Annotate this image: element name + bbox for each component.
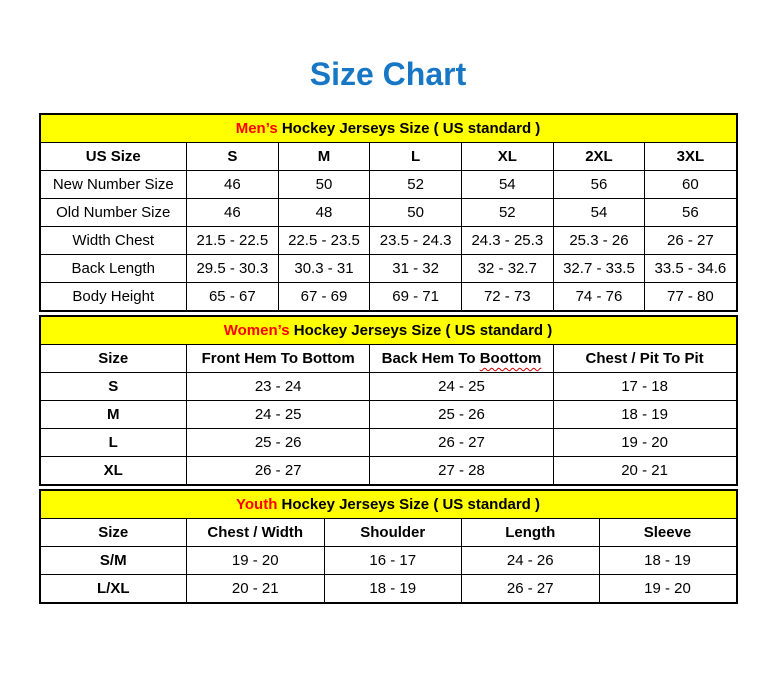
size-value-cell: 33.5 - 34.6	[645, 255, 737, 283]
mens-section-banner	[40, 114, 737, 143]
column-header: Size	[40, 345, 187, 373]
womens-banner-row	[40, 316, 737, 345]
column-header: Length	[462, 519, 600, 547]
size-value-cell: 50	[278, 171, 370, 199]
size-value-cell: 24 - 26	[462, 547, 600, 575]
column-header: Sleeve	[599, 519, 737, 547]
size-value-cell: 32 - 32.7	[461, 255, 553, 283]
size-value-cell: 19 - 20	[599, 575, 737, 604]
youth-banner-text: Hockey Jerseys Size ( US standard )	[277, 496, 540, 513]
youth-header-row	[40, 519, 737, 547]
mens-banner-row	[40, 114, 737, 143]
size-value-cell: 56	[645, 199, 737, 227]
size-value-cell: 65 - 67	[187, 283, 279, 312]
row-label: S/M	[40, 547, 187, 575]
column-header: Chest / Width	[187, 519, 325, 547]
row-label: S	[40, 373, 187, 401]
table-row	[40, 373, 737, 401]
column-header: 3XL	[645, 143, 737, 171]
size-value-cell: 24 - 25	[187, 401, 370, 429]
size-value-cell: 26 - 27	[187, 457, 370, 486]
page-title: Size Chart	[309, 56, 467, 92]
size-value-cell: 24.3 - 25.3	[461, 227, 553, 255]
size-value-cell: 21.5 - 22.5	[187, 227, 279, 255]
size-value-cell: 24 - 25	[370, 373, 553, 401]
table-row	[40, 199, 737, 227]
size-value-cell: 23.5 - 24.3	[370, 227, 462, 255]
column-header: Shoulder	[324, 519, 462, 547]
size-value-cell: 27 - 28	[370, 457, 553, 486]
table-row	[40, 575, 737, 604]
table-row	[40, 547, 737, 575]
size-value-cell: 69 - 71	[370, 283, 462, 312]
size-tables-container	[39, 113, 738, 604]
size-value-cell: 74 - 76	[553, 283, 645, 312]
size-value-cell: 20 - 21	[187, 575, 325, 604]
size-value-cell: 18 - 19	[553, 401, 736, 429]
column-header: Chest / Pit To Pit	[553, 345, 736, 373]
size-value-cell: 67 - 69	[278, 283, 370, 312]
size-value-cell: 26 - 27	[370, 429, 553, 457]
size-value-cell: 72 - 73	[461, 283, 553, 312]
size-value-cell: 32.7 - 33.5	[553, 255, 645, 283]
size-value-cell: 50	[370, 199, 462, 227]
mens-banner-text: Hockey Jerseys Size ( US standard )	[277, 120, 541, 137]
size-value-cell: 26 - 27	[462, 575, 600, 604]
size-value-cell: 48	[278, 199, 370, 227]
column-header: Front Hem To Bottom	[187, 345, 370, 373]
column-header: 2XL	[553, 143, 645, 171]
size-value-cell: 46	[187, 171, 279, 199]
size-value-cell: 31 - 32	[370, 255, 462, 283]
table-row	[40, 171, 737, 199]
table-row	[40, 283, 737, 312]
column-header: L	[370, 143, 462, 171]
womens-banner-text: Hockey Jerseys Size ( US standard )	[289, 322, 553, 339]
size-value-cell: 23 - 24	[187, 373, 370, 401]
mens-banner-highlight: Men’s	[235, 120, 278, 137]
youth-section-banner	[40, 490, 737, 519]
table-row	[40, 401, 737, 429]
size-value-cell: 30.3 - 31	[278, 255, 370, 283]
size-value-cell: 29.5 - 30.3	[187, 255, 279, 283]
size-value-cell: 60	[645, 171, 737, 199]
size-value-cell: 46	[187, 199, 279, 227]
table-row	[40, 227, 737, 255]
row-label: L	[40, 429, 187, 457]
row-label: Body Height	[40, 283, 187, 312]
row-label: Back Length	[40, 255, 187, 283]
youth-banner-highlight: Youth	[236, 496, 278, 513]
table-row	[40, 457, 737, 486]
column-header: S	[187, 143, 279, 171]
table-row	[40, 429, 737, 457]
size-value-cell: 18 - 19	[599, 547, 737, 575]
youth-size-table	[39, 489, 738, 604]
misspelled-word: Boottom	[479, 350, 542, 367]
row-label: M	[40, 401, 187, 429]
row-label: XL	[40, 457, 187, 486]
column-header: XL	[461, 143, 553, 171]
size-value-cell: 54	[461, 171, 553, 199]
column-header: Size	[40, 519, 187, 547]
size-value-cell: 22.5 - 23.5	[278, 227, 370, 255]
womens-banner-highlight: Women’s	[223, 322, 290, 339]
row-label: L/XL	[40, 575, 187, 604]
size-value-cell: 19 - 20	[187, 547, 325, 575]
size-value-cell: 18 - 19	[324, 575, 462, 604]
size-value-cell: 25.3 - 26	[553, 227, 645, 255]
size-value-cell: 26 - 27	[645, 227, 737, 255]
size-value-cell: 52	[370, 171, 462, 199]
womens-section-banner	[40, 316, 737, 345]
size-value-cell: 52	[461, 199, 553, 227]
size-value-cell: 16 - 17	[324, 547, 462, 575]
youth-banner-row	[40, 490, 737, 519]
size-value-cell: 20 - 21	[553, 457, 736, 486]
column-header: Back Hem To Boottom	[370, 345, 553, 373]
column-header: M	[278, 143, 370, 171]
size-value-cell: 17 - 18	[553, 373, 736, 401]
row-label: New Number Size	[40, 171, 187, 199]
womens-header-row	[40, 345, 737, 373]
column-header: US Size	[40, 143, 187, 171]
mens-header-row	[40, 143, 737, 171]
size-value-cell: 25 - 26	[187, 429, 370, 457]
row-label: Width Chest	[40, 227, 187, 255]
size-value-cell: 77 - 80	[645, 283, 737, 312]
womens-size-table	[39, 315, 738, 486]
table-row	[40, 255, 737, 283]
size-value-cell: 54	[553, 199, 645, 227]
mens-size-table	[39, 113, 738, 312]
size-value-cell: 19 - 20	[553, 429, 736, 457]
size-value-cell: 56	[553, 171, 645, 199]
row-label: Old Number Size	[40, 199, 187, 227]
size-value-cell: 25 - 26	[370, 401, 553, 429]
